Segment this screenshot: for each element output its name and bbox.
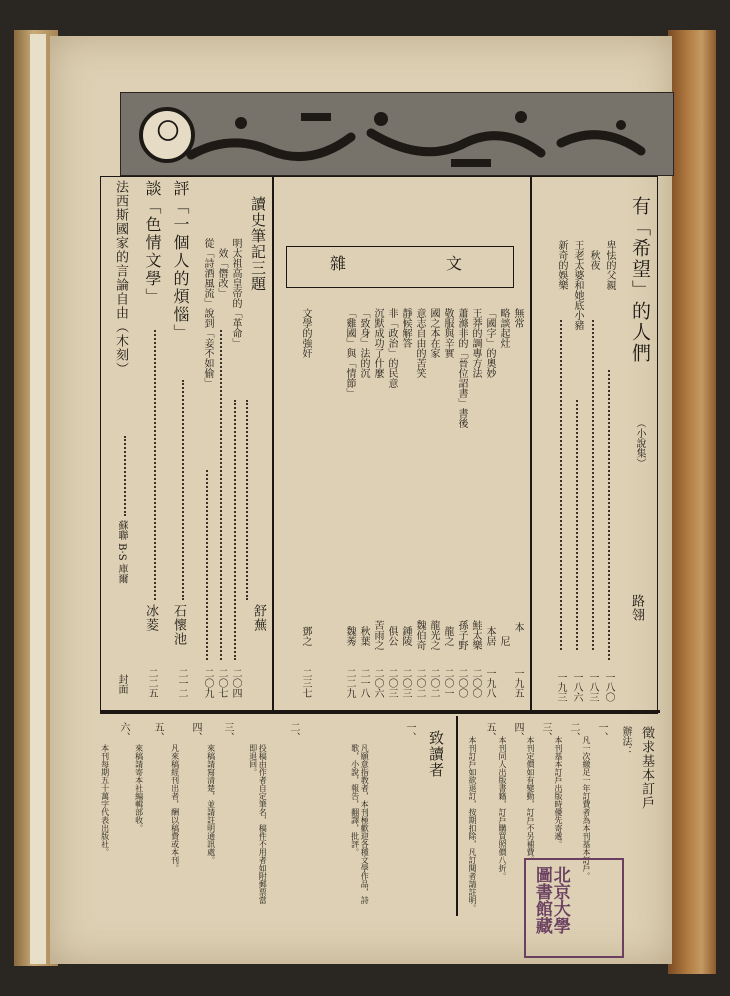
feature-page-number: 一八三: [587, 672, 598, 702]
misc-item-author: 秋葉: [358, 626, 369, 646]
misc-item-title: 靜候解答: [400, 308, 411, 348]
feature-item: [604, 240, 614, 290]
reader-note-text: 凡來稿經刊出者，酬以稿費或本刊。: [170, 744, 180, 872]
reader-note-text: 投稿由作者自定筆名，稿件不用者如附郵票當即退回。: [248, 744, 268, 904]
subscription-item-number: 一、: [596, 722, 607, 742]
subscription-item-text: 本刊訂戶如欲退訂，按期扣除，凡訂閱者請註明。: [468, 736, 477, 912]
essay-subtitle: 效「僭改」: [216, 248, 227, 298]
dot-leader: [608, 370, 610, 660]
misc-item-title: 國之本在家: [428, 308, 439, 358]
subscription-title: 徵求基本訂戶: [639, 726, 654, 810]
feature-page-number: 一八〇: [603, 672, 614, 702]
subscription-item-text: 凡一次繳足一年訂費者為本刊基本訂戶。: [582, 736, 591, 880]
library-stamp-text: 北京大學圖書館藏: [531, 866, 570, 934]
subscription-item-number: 四、: [512, 722, 523, 742]
dot-leader: [206, 470, 208, 660]
misc-item-title: 略談起灶: [498, 308, 509, 348]
feature-item-title: 新奇的娛樂: [556, 240, 567, 290]
feature-page-number: 一九三: [555, 672, 566, 702]
misc-item-author: 鮭太樂: [470, 620, 481, 650]
misc-page-number: 二〇三: [386, 668, 397, 698]
misc-item-title: 王莽的調專方法: [470, 308, 481, 378]
divider-rule: [100, 710, 660, 713]
misc-item-author: 尼: [498, 636, 509, 646]
subscription-item-number: 二、: [568, 722, 579, 742]
feature-author: 路翎: [629, 594, 644, 622]
subscription-item-number: 五、: [484, 722, 495, 742]
misc-item-title: 「雞國」與「情節」: [344, 308, 355, 398]
subscription-item-text: 本刊基本訂戶出版時優先寄遞。: [554, 736, 563, 848]
misc-page-number: 二〇三: [400, 668, 411, 698]
dot-leader: [220, 330, 222, 660]
feature-item-title: 卑怯的父親: [604, 240, 615, 290]
misc-item-author: 鍾陵: [400, 626, 411, 646]
woodcut-credit-page: 封面: [116, 674, 127, 694]
book-cover-edge: [668, 30, 716, 974]
misc-item-title: 「致身」法的沉: [358, 308, 369, 378]
misc-item-title: 敬服與辛實: [442, 308, 453, 358]
woodcut-credit-author: 蘇聯 B·S 庫爾: [116, 520, 127, 584]
misc-item-title: 文學的強奸: [300, 308, 311, 358]
feature-item-title: 秋夜: [588, 250, 599, 270]
reader-note-number: 六、: [118, 722, 129, 742]
essay-page-number: 二一二: [176, 668, 187, 698]
reader-note-text: 來稿請寫清楚，並請註明通訊處。: [206, 744, 216, 864]
woodcut-credit-title: 法西斯國家的言論自由（木刻）: [113, 180, 128, 376]
reader-note-number: 二、: [288, 722, 299, 742]
misc-page-number: 一九五: [512, 668, 523, 698]
subscription-item-text: 本刊定價如有變動，訂戶不另補費。: [526, 736, 535, 864]
dot-leader: [576, 400, 578, 650]
dot-leader: [182, 380, 184, 600]
feature-subtitle: （小說集）: [634, 418, 645, 468]
page-edge-left: [30, 34, 46, 964]
reader-note-number: 四、: [190, 722, 201, 742]
dot-leader: [592, 320, 594, 650]
dot-leader: [246, 400, 248, 600]
reader-note-number: 三、: [222, 722, 233, 742]
dot-leader: [154, 330, 156, 600]
essay-author: 冰菱: [143, 604, 158, 632]
misc-item-author: 魏伯奇: [414, 620, 425, 650]
reader-notes-title: 致讀者: [427, 730, 445, 778]
misc-item-author: 本居: [484, 626, 495, 646]
reader-note-text: 來稿請寄本社編輯部收。: [134, 744, 144, 832]
misc-item-author: 鄧之: [300, 626, 311, 646]
essay-subtitle: 從「詩酒風流」說到「妾不如偷」: [202, 238, 213, 388]
reader-note-number: 五、: [152, 722, 163, 742]
misc-item-title: 沉默成功了什麼: [372, 308, 383, 378]
misc-page-number: 二〇〇: [456, 668, 467, 698]
essay-title: 評「一個人的煩惱」: [171, 180, 190, 342]
misc-item-author: 龍光之: [428, 620, 439, 650]
misc-item-title: 「國字」的奧妙: [484, 308, 495, 378]
essay-page-number: 二〇九: [202, 668, 213, 698]
woodcut-banner: [120, 92, 674, 176]
misc-item-title: 意志自由的苦笑: [414, 308, 425, 378]
bottom-divider: [456, 716, 458, 916]
misc-page-number: 一九八: [484, 668, 495, 698]
feature-title: 有「希望」的人們: [629, 196, 651, 364]
library-stamp: [524, 858, 624, 958]
misc-item-author: 孫子野: [456, 620, 467, 650]
reader-note-text: 凡願意指教者，本刊極歡迎各種文學作品，詩歌，小說，報告，翻譯，批評。: [350, 744, 370, 904]
misc-page-number: 二一八: [358, 668, 369, 698]
essay-author: 石懷池: [171, 604, 186, 646]
dot-leader: [560, 320, 562, 650]
subscription-item-text: 本刊同人出版書籍，訂戶購買照價八折。: [498, 736, 507, 880]
essay-page-number: 二二五: [146, 668, 157, 698]
misc-item-author: 魏莠: [344, 626, 355, 646]
misc-page-number: 二三七: [300, 668, 311, 698]
misc-page-number: 二〇二: [414, 668, 425, 698]
reader-note-number: 一、: [404, 722, 415, 742]
essay-title: 讀史筆記三題: [249, 196, 267, 292]
misc-page-number: 二〇二: [428, 668, 439, 698]
misc-item-author: 本: [512, 622, 523, 632]
subscription-method: 辦法：: [620, 726, 631, 756]
misc-item-author: 俱公: [386, 626, 397, 646]
feature-item: [572, 240, 582, 330]
subscription-item-number: 三、: [540, 722, 551, 742]
banner-decoration: [121, 93, 673, 175]
feature-item: [588, 250, 598, 270]
misc-item-title: 非「政治」的民意: [386, 308, 397, 388]
reader-note-text: 本刊每期五十萬字代表出版社。: [100, 744, 110, 856]
dot-leader: [234, 400, 236, 660]
misc-item-title: 無常: [512, 308, 523, 328]
essay-subtitle: 明太祖高皇帝的「革命」: [230, 238, 241, 348]
essay-author: 舒蕪: [251, 604, 266, 632]
misc-section-heading: 雜文: [330, 254, 563, 273]
banner-logo-glyph: 〇: [157, 119, 180, 145]
misc-item-author: 苦雨之: [372, 620, 383, 650]
misc-page-number: 二二九: [344, 668, 355, 698]
misc-page-number: 二〇六: [372, 668, 383, 698]
essay-page-number: 二〇四: [230, 668, 241, 698]
misc-page-number: 二〇一: [442, 668, 453, 698]
dot-leader: [124, 436, 126, 516]
feature-page-number: 一八六: [571, 672, 582, 702]
essay-title: 談「色情文學」: [143, 180, 162, 306]
feature-item-title: 王老太婆和她底小豬: [572, 240, 583, 330]
misc-item-title: 蕭滌非的「晉位詔書」書後: [456, 308, 467, 428]
vertical-divider-left: [272, 176, 274, 710]
essay-page-number: 二〇七: [216, 668, 227, 698]
misc-item-author: 龍之: [442, 626, 453, 646]
misc-page-number: 二〇〇: [470, 668, 481, 698]
